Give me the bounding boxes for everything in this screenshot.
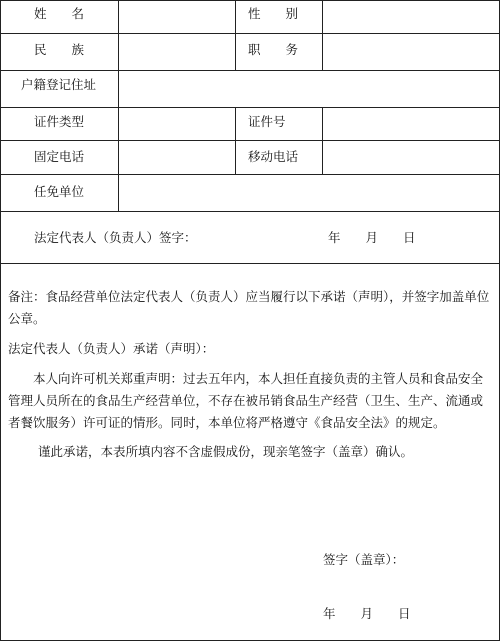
table-line [322,107,323,174]
table-line [0,70,500,71]
appointing-unit-label: 任免单位 [34,184,85,199]
final-date: 年 月 日 [323,606,411,621]
table-line [322,0,323,70]
mobile-label: 移动电话 [248,149,299,164]
id-type-label: 证件类型 [34,114,85,129]
name-label: 姓 名 [34,6,85,21]
table-line [0,211,500,212]
table-line [235,107,236,174]
table-line [0,33,500,34]
table-line [0,107,500,108]
table-line [0,140,500,141]
landline-label: 固定电话 [34,149,85,164]
pledge-title: 法定代表人（负责人）承诺（声明）： [8,341,215,356]
legal-rep-signature-label: 法定代表人（负责人）签字： [34,230,197,245]
table-line [235,0,236,70]
table-line [118,0,119,211]
pledge-body: 本人向许可机关郑重声明：过去五年内，本人担任直接负责的主管人员和食品安全管理人员所在的食品生产经营单位，不存在被吊销食品生产经营（卫生、生产、流通或者餐饮服务）许可证的情形。同时，本单位将严格遵守《食品安全法》的规定。 [8,371,484,430]
household-address-label: 户籍登记住址 [21,77,97,92]
table-line [0,263,500,264]
table-line [0,174,500,175]
table-line [0,0,500,1]
remark-text: 备注：食品经营单位法定代表人（负责人）应当履行以下承诺（声明），并签字加盖单位公章。 [8,289,490,326]
position-label: 职 务 [248,42,299,57]
final-signature-label: 签字（盖章）： [323,552,405,567]
id-number-label: 证件号 [248,114,286,129]
ethnicity-label: 民 族 [34,42,85,57]
table-line [0,0,1,641]
signature-date: 年 月 日 [328,230,416,245]
gender-label: 性 别 [248,6,299,21]
commitment-text: 谨此承诺，本表所填内容不含虚假成份，现亲笔签字（盖章）确认。 [38,444,414,459]
